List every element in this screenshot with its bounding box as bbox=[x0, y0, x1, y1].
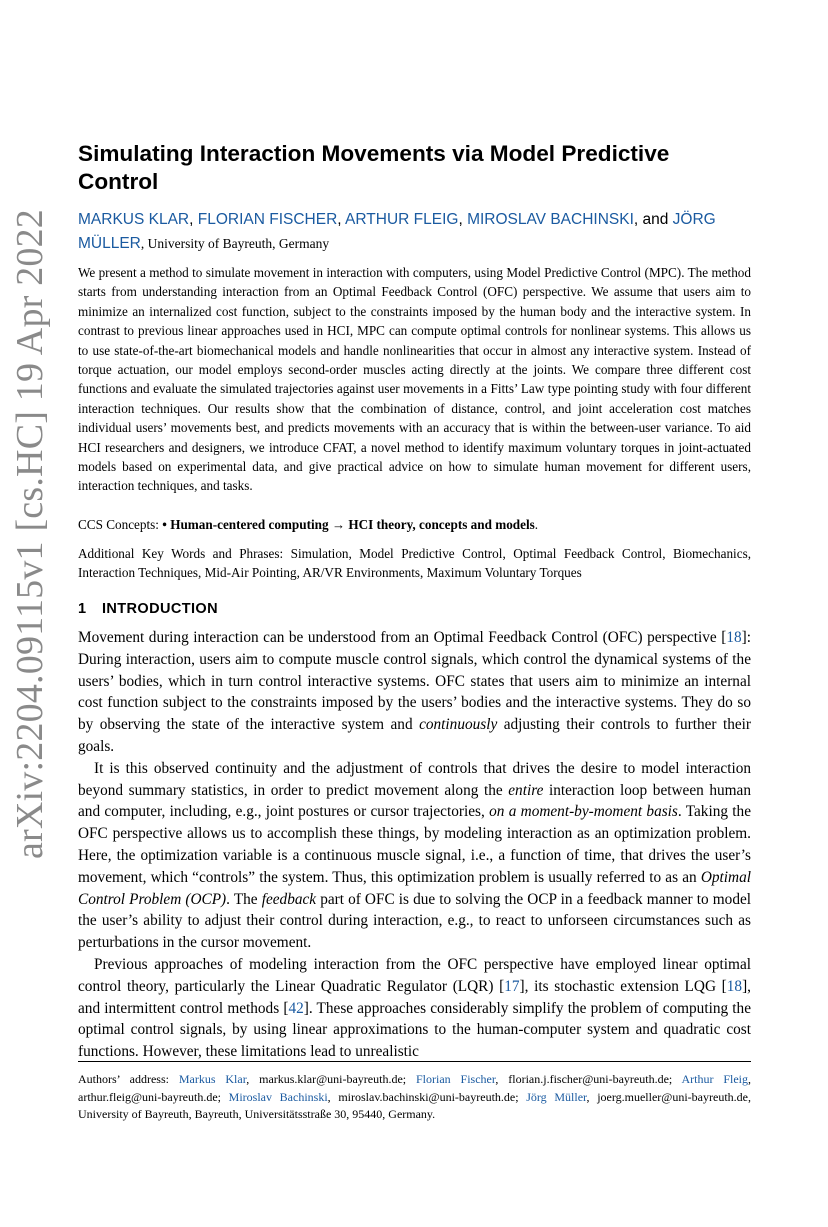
citation-link[interactable]: 18 bbox=[726, 629, 742, 646]
author-separator: , bbox=[337, 211, 346, 228]
footnote-label: Authors’ address: bbox=[78, 1072, 179, 1086]
text-run: adjusting their controls to further their goals. bbox=[78, 716, 751, 755]
emphasis-text: continuously bbox=[419, 716, 498, 734]
arxiv-stamp bbox=[2, 208, 58, 860]
text-run: ], its stochastic extension LQG [ bbox=[519, 977, 727, 995]
footnote-author-link[interactable]: Florian Fischer bbox=[415, 1072, 496, 1086]
footnote-author-link[interactable]: Arthur Fleig bbox=[681, 1072, 748, 1086]
footnote-email: , markus.klar@uni-bayreuth.de; bbox=[246, 1072, 416, 1086]
authors-address-footnote bbox=[78, 1071, 751, 1124]
section-number: 1 bbox=[78, 601, 87, 617]
emphasis-text: entire bbox=[508, 781, 544, 799]
text-run: ]: During interaction, users aim to compute muscle control signals, which control the dynamical systems of the users’ bodies, which in turn control interactive systems. OFC states that users aim to minimize an internal cost function subject to the constraints imposed by the users’ bodies and the interactive systems. They do so by observing the state of the interactive system and bbox=[78, 629, 751, 734]
arxiv-id-text: arXiv:2204.09115v1 [cs.HC] 19 Apr 2022 bbox=[9, 208, 51, 860]
section-heading bbox=[78, 601, 218, 617]
author-name[interactable]: JÖRG MÜLLER bbox=[78, 211, 716, 252]
keywords: Additional Key Words and Phrases: Simulation, Model Predictive Control, Optimal Feedback Control, Biomechanics, Interaction Techniques, Mid-Air Pointing, AR/VR Environments, Maximum Voluntary Torques bbox=[78, 546, 751, 581]
text-run: [ bbox=[721, 629, 727, 646]
author-conjunction: , and bbox=[633, 211, 673, 228]
footnote-author-link[interactable]: Markus Klar bbox=[178, 1072, 247, 1086]
text-run: part of OFC is due to solving the OCP in a feedback manner to model the user’s ability to adjust their control during interaction, e.g., to react to unforseen circumstances such as perturbations in the cursor movement. bbox=[78, 890, 752, 952]
citation-link[interactable]: 17 bbox=[504, 977, 520, 995]
intro-body bbox=[78, 627, 751, 1063]
abstract: We present a method to simulate movement in interaction with computers, using Model Predictive Control (MPC). The method starts from understanding interaction from an Optimal Feedback Control (OFC) perspective. We assume that users aim to minimize an internalized cost function, subject to the constraints imposed by the human body and the interactive system. In contrast to previous linear approaches used in HCI, MPC can compute optimal controls for nonlinear systems. This allows us to use state-of-the-art biomechanical models and handle nonlinearities that occur in almost any interactive system. Instead of torque actuation, our model employs second-order muscles acting directly at the joints. We compare three different cost functions and evaluate the simulated trajectories against user movements in a Fitts’ Law type pointing study with four different interaction techniques. Our results show that the combination of distance, control, and joint acceleration cost matches individual users’ movements best, and predicts movements with an accuracy that is within the between-user variance. To aid HCI researchers and designers, we introduce CFAT, a novel method to identify maximum voluntary torques in joint-actuated models based on experimental data, and give practical advice on how to simulate human movement for different users, interaction techniques, and tasks. bbox=[78, 265, 751, 494]
footnote-email: , florian.j.fischer@uni-bayreuth.de; bbox=[495, 1072, 682, 1086]
text-run: ], and intermittent control methods [ bbox=[78, 977, 751, 1017]
text-run: . The bbox=[226, 890, 262, 908]
footnote-email: , miroslav.bachinski@uni-bayreuth.de; bbox=[327, 1089, 527, 1104]
footnote-email: , joerg.mueller@uni-bayreuth.de, bbox=[586, 1089, 751, 1104]
text-run: It is this observed continuity and the adjustment of controls that drives the desire to model interaction beyond summary statistics, in order to predict movement along the bbox=[78, 759, 751, 799]
text-run: Previous approaches of modeling interaction from the OFC perspective have employed linear optimal control theory, particularly the Linear Quadratic Regulator (LQR) [ bbox=[78, 955, 751, 995]
emphasis-text: on a moment-by-moment basis bbox=[489, 803, 678, 821]
citation-link[interactable]: 18 bbox=[726, 977, 743, 995]
footnote-author-link[interactable]: Miroslav Bachinski bbox=[228, 1089, 328, 1104]
ccs-label: CCS Concepts: bbox=[78, 517, 163, 532]
footnote-divider bbox=[78, 1061, 751, 1062]
author-name[interactable]: MIROSLAV BACHINSKI bbox=[467, 211, 634, 228]
ccs-end: . bbox=[534, 517, 539, 532]
text-run: ]. These approaches considerably simplify the problem of computing the optimal control signals, by using linear approximations to the human-computer system and quadratic cost functions. However, these limitations lead to unrealistic bbox=[78, 999, 751, 1061]
author-list bbox=[78, 208, 751, 256]
section-title: INTRODUCTION bbox=[102, 601, 218, 617]
intro-paragraph-1 bbox=[78, 627, 751, 758]
text-run: . Taking the OFC perspective allows us to accomplish these things, by modeling interaction as an optimization problem. Here, the optimization variable is a continuous muscle signal, i.e., a function of time, that drives the user’s movement, which “controls” the system. Thus, this optimization problem is usually referred to as an bbox=[78, 803, 751, 886]
footnote-author-link[interactable]: Jörg Müller bbox=[526, 1089, 587, 1104]
citation-link[interactable]: 42 bbox=[288, 999, 304, 1017]
footnote-email: , arthur.fleig@uni-bayreuth.de; bbox=[78, 1072, 751, 1104]
author-separator: , bbox=[458, 211, 468, 228]
text-run: Movement during interaction can be understood from an Optimal Feedback Control (OFC) perspective bbox=[78, 629, 722, 646]
emphasis-text: Optimal Control Problem (OCP) bbox=[78, 868, 751, 908]
intro-paragraph-3 bbox=[78, 954, 751, 1063]
author-name[interactable]: ARTHUR FLEIG bbox=[345, 211, 459, 228]
ccs-concepts bbox=[78, 515, 751, 534]
paper-title: Simulating Interaction Movements via Model Predictive Control bbox=[78, 141, 670, 194]
ccs-bullet: • bbox=[162, 517, 171, 532]
author-name[interactable]: FLORIAN FISCHER bbox=[197, 211, 338, 228]
text-run: interaction loop between human and computer, including, e.g., joint postures or cursor trajectories, bbox=[78, 781, 751, 821]
ccs-concept: Human-centered computing → HCI theory, concepts and models bbox=[170, 517, 535, 532]
author-name[interactable]: MARKUS KLAR bbox=[78, 211, 190, 228]
footnote-address: University of Bayreuth, Bayreuth, Universitätsstraße 30, 95440, Germany. bbox=[78, 1107, 436, 1122]
author-affiliation: , University of Bayreuth, Germany bbox=[140, 236, 330, 251]
intro-paragraph-2 bbox=[78, 758, 751, 954]
author-separator: , bbox=[189, 211, 198, 228]
emphasis-text: feedback bbox=[261, 890, 317, 908]
